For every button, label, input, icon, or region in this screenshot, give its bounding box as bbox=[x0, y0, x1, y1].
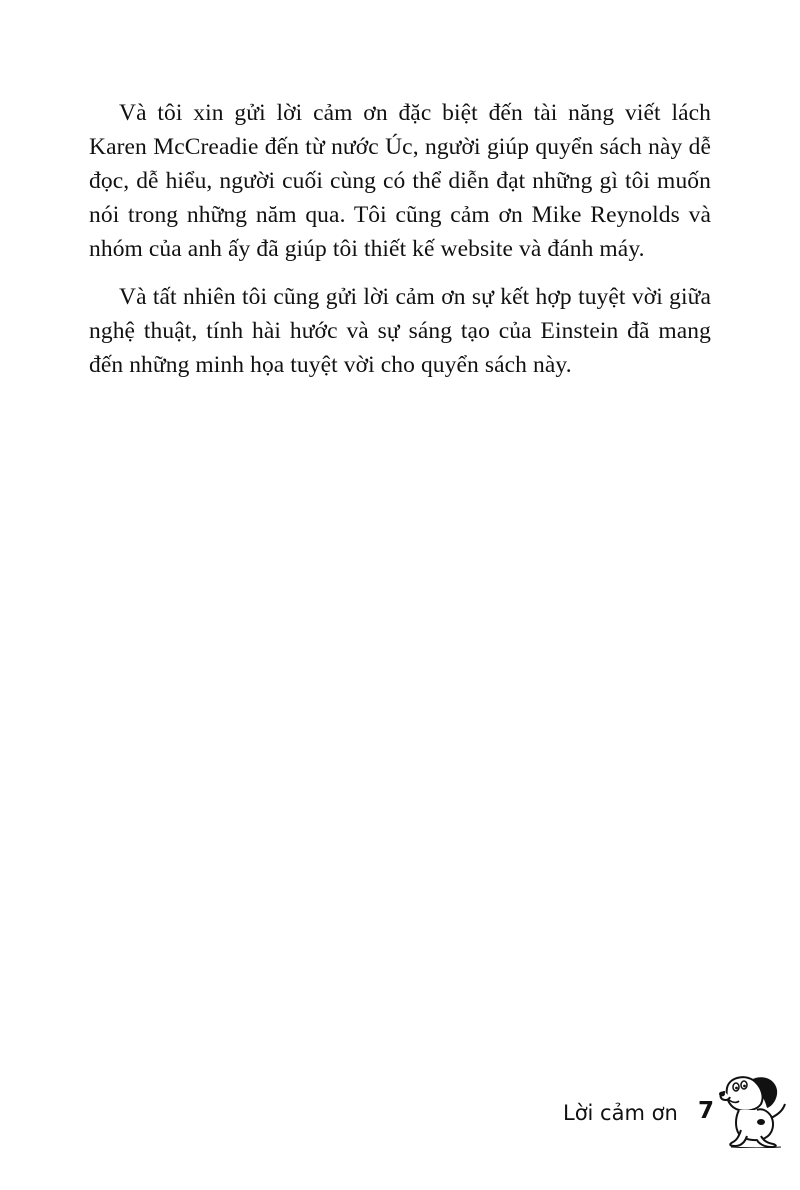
page-number: 7 bbox=[698, 1098, 715, 1124]
paragraph-2: Và tất nhiên tôi cũng gửi lời cảm ơn sự kết hợp tuyệt vời giữa nghệ thuật, tính hài hước và sự sáng tạo của Einstein đã mang đến những minh họa tuyệt vời cho quyển sách này. bbox=[89, 284, 711, 378]
page-footer bbox=[0, 1070, 800, 1180]
cartoon-dog-icon bbox=[717, 1070, 797, 1148]
footer-section-title: Lời cảm ơn bbox=[563, 1101, 678, 1125]
page-body bbox=[89, 96, 711, 396]
paragraph-1: Và tôi xin gửi lời cảm ơn đặc biệt đến tài năng viết lách Karen McCreadie đến từ nước Úc, người giúp quyển sách này dễ đọc, dễ hiểu, người cuối cùng có thể diễn đạt những gì tôi muốn nói trong những năm qua. Tôi cũng cảm ơn Mike Reynolds và nhóm của anh ấy đã giúp tôi thiết kế website và đánh máy. bbox=[89, 100, 711, 262]
